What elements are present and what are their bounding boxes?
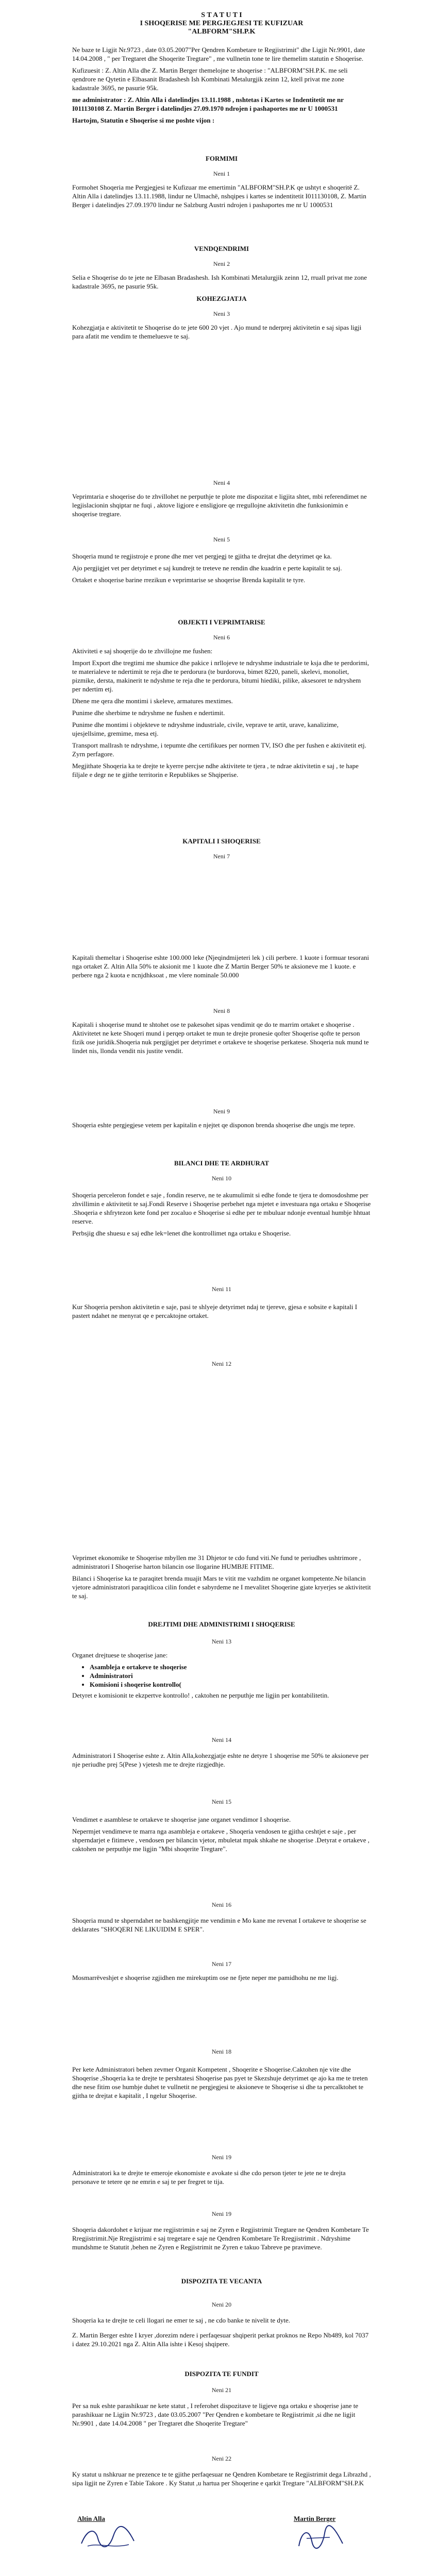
section-bilanci <box>72 1159 371 1241</box>
article-text: Shoqeria perceleron fondet e saje , fondin reserve, ne te akumulimit si edhe fonde te tjera te domosdoshme per zhvillimin e aktivitetit te saj.Fondi Reserve i Shoqerise perbehet nga mjetet e investuara nga ortaku e Shoqerise .Shoqeria e shfrytezon kete fond per zocaluo e Shoqerise si edhe per te mbuluar ndonje eventual humbje hhtuat reserve. <box>72 1191 371 1225</box>
article-7-text <box>72 953 371 982</box>
list-item: • Komisioni i shoqerise kontrollo( <box>90 1680 371 1689</box>
section-dispozita-fundit <box>72 2370 371 2431</box>
article-text: Punime dhe sherbime te ndryshme ne fushen e ndertimit. <box>72 709 225 717</box>
article-text: Formohet Shoqeria me Pergjegjesi te Kufizuar me emertimin "ALBFORM"SH.P.K qe ushtyt e shoqeritë Z. Altin Alla i datelindjes 13.11.1988, lindur ne Ulmachë, nshqipes i kartes se indentitetit I011130108, Z. Martin Berger i datelindjes 27.09.1970 lindur ne Salzburg Austri ndrojen i pashaportes me nr U 1000531 <box>72 183 366 209</box>
doc-subtitle: I SHOQERISE ME PERGJEGJESI TE KUFIZUAR <box>140 20 304 27</box>
article-text: Administratori ka te drejte te emeroje ekonomiste e avokate si dhe cdo person tjeter te jete ne te drejta personave te tetere qe ne emrin e saj te per fregret te tija. <box>72 2169 346 2185</box>
article-number: Neni 8 <box>213 1007 230 1014</box>
article-number: Neni 3 <box>213 310 230 317</box>
article-text: Punime dhe montimi i objekteve te ndryshme industriale, civile, veprave te artit, urave, kanalizime, ujesjellsime, gremime, mesa etj. <box>72 721 339 737</box>
section-kohezgjatja <box>72 295 371 344</box>
article-text: Ortaket e shoqerise barine rrezikun e veprimtarise se shoqerise Brenda kapitalit te tyre. <box>72 576 306 584</box>
intro-paragraph-1: Ne baze te Ligjit Nr.9723 , date 03.05.2007"Per Qendren Kombetare te Regjistrimit" dhe Ligjit Nr.9901, date 14.04.2008 , " per Tregtaret dhe Shoqerite Tregtare" , me vullnetin tone te lire themelim statutin e Shoqerise. <box>72 46 365 62</box>
list-item: • Asambleja e ortakeve te shoqerise <box>90 1663 371 1671</box>
article-text: Selia e Shoqerise do te jete ne Elbasan Bradashesh. Ish Kombinati Metalurgjik zeinn 12, rruall privat me zone kadastrale 3695, ne pasurie 95k. <box>72 274 367 290</box>
article-text: Vendimet e asamblese te ortakeve te shoqerise jane organet vendimor I shoqerise. <box>72 1816 291 1823</box>
article-19b <box>72 2210 371 2255</box>
article-number: Neni 13 <box>211 1638 232 1645</box>
article-text: Megjithate Shoqeria ka te drejte te kyerre percjse ndhe aktivitete te tjera , te ndrae aktivitetin e saj , te hape filjale e degr ne te gjithe territorin e Republikes se Shqiperise. <box>72 762 359 778</box>
article-number: Neni 10 <box>211 1175 232 1182</box>
article-8 <box>72 1007 371 1058</box>
signature-row <box>72 2514 381 2566</box>
section-heading: KAPITALI I SHOQERISE <box>182 837 261 845</box>
section-vendqendrimi <box>72 245 371 294</box>
article-number: Neni 18 <box>211 2048 232 2055</box>
article-number: Neni 1 <box>213 170 230 177</box>
article-14 <box>72 1736 371 1772</box>
article-text: Veprimtaria e shoqerise do te zhvillohet ne perputhje te plote me dispozitat e ligjita shtet, mbi referendimet ne legjislacionin shqiptar ne fuqi , aktove ligjore e ensligjore qe rregullojne aktivitetin dhe funksionimin e shoqerise tregtare. <box>72 493 367 518</box>
article-text: Detyret e komisionit te ekzpertve kontrollo! , caktohen ne perputhje me ligjin per kontabilitetin. <box>72 1691 329 1699</box>
article-text: Dhene me qera dhe montimi i skeleve, armatures mextimes. <box>72 697 233 705</box>
article-text: Shoqeria mund te regjistroje e prone dhe mer vet pergjegj te gjitha te drejtat dhe detyrimet qe ka. <box>72 552 332 560</box>
section-heading: FORMIMI <box>205 155 238 162</box>
article-number: Neni 19 <box>211 2154 232 2161</box>
article-text: Kur Shoqeria pershon aktivitetin e saje, pasi te shlyeje detyrimet ndaj te tjereve, gjesa e sobsite e kapitali I pastert ndahet ne menyrat qe e percaktojne ortaket. <box>72 1303 358 1319</box>
article-19 <box>72 2154 371 2189</box>
intro-paragraph-3: me administrator : Z. Altin Alla i datelindjes 13.11.1988 , nshtetas i Kartes se Indentitetit me nr I011130108 Z. Martin Berger i datelindjes 27.09.1970 ndrojen i pashaportes me nr U 1000531 <box>72 96 344 112</box>
article-22 <box>72 2455 371 2490</box>
article-5 <box>72 536 371 587</box>
article-number: Neni 5 <box>213 536 230 543</box>
article-text: Kapitali themeltar i Shoqerise eshte 100.000 leke (Njeqindmijeteri lek ) cili perbere. 1 kuote i formuar tesorani nga ortaket Z. Altin Alla 50% te aksionit me 1 kuote dhe Z Martin Berger 50% te aksioneve me 1 kuote. e perbere nga 2 kuota e ncnjdhksoat , me vlere nominale 50.000 <box>72 954 369 979</box>
article-number: Neni 17 <box>211 1960 232 1968</box>
article-text: Nepermjet vendimeve te marra nga asambleja e ortakeve , Shoqeria vendosen te gjitha ceshtjet e saje , per shperndarjet e fitimeve , vendosen per bilancin vjetor, mbuletat mpak shkahe ne shoqerise .Detyrat e ortakeve , caktohen ne perputhje me ligjin "Mbi shoqerite Tregtare". <box>72 1827 370 1853</box>
article-text: Import Export dhe tregtimi me shumice dhe pakice i nrllojeve te ndryshme industriale te ksja dhe te perdorimi, te materialeve te ndertimit te reja dhe te perdorura (te burdorova, bimet 8220, paneli, skelevi, monoliet, pizmike, dersta, makinerit te ndyshme te reja dhe te perdorura, bitumi hiediki, pilike, aksesoret te ndryshem per ndertim etj. <box>72 659 369 693</box>
section-heading: DISPOZITA TE VECANTA <box>181 2277 262 2285</box>
section-heading: DISPOZITA TE FUNDIT <box>184 2370 259 2378</box>
section-objekti <box>72 618 371 782</box>
article-number: Neni 20 <box>211 2301 232 2308</box>
article-number: Neni 21 <box>211 2386 232 2394</box>
article-number: Neni 11 <box>212 1285 231 1293</box>
article-text: Shoqeria eshte pergjegjese vetem per kapitalin e njejtet qe disponon brenda shoqerise dhe ungjs me tepre. <box>72 1121 356 1129</box>
section-heading: BILANCI DHE TE ARDHURAT <box>174 1159 269 1167</box>
title-block <box>72 11 371 36</box>
article-number: Neni 15 <box>211 1798 232 1805</box>
signer-name-left: Altin Alla <box>77 2515 105 2522</box>
signature-right-scribble <box>294 2523 350 2554</box>
section-heading: DREJTIMI DHE ADMINISTRIMI I SHOQERISE <box>148 1620 295 1628</box>
list-item: • Administratori <box>90 1671 371 1680</box>
article-text: Perbsjig dhe shuesu e saj edhe lek=lenet dhe kontrollimet nga ortaku e Shoqerise. <box>72 1229 291 1237</box>
article-number: Neni 19 <box>211 2210 232 2217</box>
article-text: Bilanci i Shoqerise ka te paraqitet brenda muajit Mars te vitit me vazhdim ne organet kompetente.Ne bilancin vjetore administratori paraqitlicoa cilin fondet e sabyrdeme ne I mevalitet Shoqerine gjate kryerjes se aktivitetit te saj. <box>72 1574 371 1600</box>
article-18 <box>72 2048 371 2103</box>
section-drejtimi <box>72 1620 371 1703</box>
article-text: Kapitali i shoqerise mund te shtohet ose te pakesohet sipas vendimit qe do te marrim ortaket e shoqerise . Aktivitetet ne kete Shoqeri mund i perqep ortaket te mun te drejte pronesie qofter Shoqerise qofte te person fizik ose juridik.Shoqeria nuk pergjigjet per detyrimet e ortakeve te shoqerise perkatese. Shoqeria nuk mund te lindet nis, llonda vendit nis justite vendit. <box>72 1021 369 1055</box>
company-name: "ALBFORM"SH.P.K <box>188 28 256 36</box>
signer-name-right: Martin Berger <box>294 2515 336 2522</box>
article-number: Neni 9 <box>213 1108 230 1115</box>
article-number: Neni 12 <box>211 1360 232 1367</box>
intro-paragraph-2: Kufizuesit : Z. Altin Alla dhe Z. Martin Berger themelojne te shoqerise : "ALBFORM"SH.P.K. me seli qendrore ne Qytetin e Elbasanit Bradashesh Ish Kombinati Metalurgjik zeinn 12, ktell privat me zone kadastrale 3695, ne pasurie 95k. <box>72 66 348 92</box>
organs-list <box>90 1663 371 1689</box>
article-number: Neni 7 <box>213 853 230 860</box>
article-text: Per kete Administratori behen zevmer Organit Kompetent , Shoqerite e Shoqerise.Caktohen nje vite dhe Shoqerise ,Shoqeria ka te drejte te pershtatesi Shoqerise pas pyet te Skezshuje detyrimet qe ajo ka me te treten dhe nese fitim ose humbje duhet te vullnetit ne pergjegjesi te aksioneve te Shoqerise si dhe ta percalktohet te gjitha te drejtat e kapitalit , I ngelur Shoqerise. <box>72 2065 368 2099</box>
article-text: Aktiviteti e saj shoqerije do te zhvillojne me fushen: <box>72 647 213 655</box>
intro-paragraph-4: Hartojm, Statutin e Shoqerise si me poshte vijon : <box>72 116 215 124</box>
article-text: Shoqeria dakordohet e krijuar me regjistrimin e saj ne Zyren e Regjistrimit Tregtare ne Qendren Kombetare Te Rregjistrimit.Nje Rregjistrimi e saj tregetare e saje ne Qendren Kombetare Te Rregjistrimit . Ndryshime mundshme te Statutit ,behen ne Zyren e Regjistrimit ne Zyren e takuo Tabreve pe pravimeve. <box>72 2226 369 2251</box>
article-text: Transport mallrash te ndryshme, i tepumte dhe certifikues per normen TV, ISO dhe per fushen e aktivitetit etj. Zyrn perfagore. <box>72 741 366 758</box>
article-text: Administratori I Shoqerise eshte z. Altin Alla,kohezgjatje eshte ne detyre 1 shoqerise me 50% te aksioneve per nje periudhe prej 5(Pese ) vjetesh me te drejte rizgjedhje. <box>72 1752 369 1768</box>
section-heading: KOHEZGJATJA <box>196 295 247 302</box>
article-text: Shoqeria mund te shperndahet ne bashkengjitje me vendimin e Mo kane me revenat I ortakeve te shoqerise se deklarates "SHOQERI NE LIKUIDIM E SPER". <box>72 1917 366 1933</box>
article-number: Neni 22 <box>211 2455 232 2462</box>
article-text: Per sa nuk eshte parashikuar ne kete statut , I referohet dispozitave te ligjeve nga ortaku e shoqerise jane te parashikuar ne Ligjin Nr.9723 , date 03.05.2007 "Per Qendren e kombetare te Regjistrimit ,si dhe ne ligjit Nr.9901 , date 14.04.2008 " per Tregtaret dhe Shoqerite Tregtare" <box>72 2402 359 2427</box>
article-text: Z. Martin Berger eshte I kryer ,dorezim ndere i perfaqesuar shqiperit perkat proknos ne Repo Nb489, kol 7037 i datez 29.10.2021 nga Z. Altin Alla ishte i Kesoj shqipere. <box>72 2331 369 2348</box>
article-16 <box>72 1901 371 1937</box>
signature-right <box>294 2514 350 2556</box>
article-number: Neni 14 <box>211 1736 232 1743</box>
article-number: Neni 16 <box>211 1901 232 1908</box>
article-text: Organet drejtuese te shoqerise jane: <box>72 1651 168 1659</box>
article-text: Veprimet ekonomike te Shoqerise mbyllen me 31 Dhjetor te cdo fund viti.Ne fund te periudhes ushtrimore , administratori I Shoqerise harton bilancin ose llogarine HUMBJE FITIME. <box>72 1554 361 1570</box>
article-number: Neni 6 <box>213 634 230 641</box>
section-heading: OBJEKTI I VEPRIMTARISE <box>178 618 265 626</box>
article-text: Kohezgjatja e aktivitetit te Shoqerise do te jete 600 20 vjet . Ajo mund te nderprej aktivitetin e saj sipas ligji para afatit me vendim te themeluesve te saj. <box>72 324 362 340</box>
section-formimi <box>72 155 371 212</box>
article-text: Ky statut u nshkruar ne prezence te te gjithe perfaqesuar ne Qendren Kombetare te Regjistrimit dega Librazhd , sipa ligjit ne Zyren e Tabie Takore . Ky Statut ,u hartua per Shoqerine e qarkit Tregtare "ALBFORM"SH.P.K <box>72 2470 371 2487</box>
article-15 <box>72 1798 371 1856</box>
article-12-text <box>72 1553 371 1603</box>
signature-left-scribble <box>77 2523 139 2554</box>
intro <box>72 45 371 128</box>
article-4 <box>72 479 371 521</box>
section-dispozita-vecanta <box>72 2277 371 2351</box>
section-kapitali <box>72 837 371 860</box>
article-text: Ajo pergjigjet vet per detyrimet e saj kundrejt te treteve ne rendin dhe kuadrin e perte kapitalit te saj. <box>72 564 342 572</box>
article-11 <box>72 1285 371 1323</box>
article-9 <box>72 1108 371 1132</box>
article-text: Shoqeria ka te drejte te celi llogari ne emer te saj , ne cdo banke te nivelit te dyte. <box>72 2316 291 2324</box>
section-heading: VENDQENDRIMI <box>194 245 249 252</box>
article-number: Neni 2 <box>213 260 230 267</box>
article-text: Mosmarrëveshjet e shoqerise zgjidhen me mirekuptim ose ne fjete neper me pamidhohu ne me ligj. <box>72 1974 339 1981</box>
article-12-number <box>72 1360 371 1368</box>
signature-left <box>77 2514 139 2556</box>
article-17 <box>72 1960 371 1985</box>
doc-title: S T A T U T I <box>201 11 242 19</box>
article-number: Neni 4 <box>213 479 230 486</box>
